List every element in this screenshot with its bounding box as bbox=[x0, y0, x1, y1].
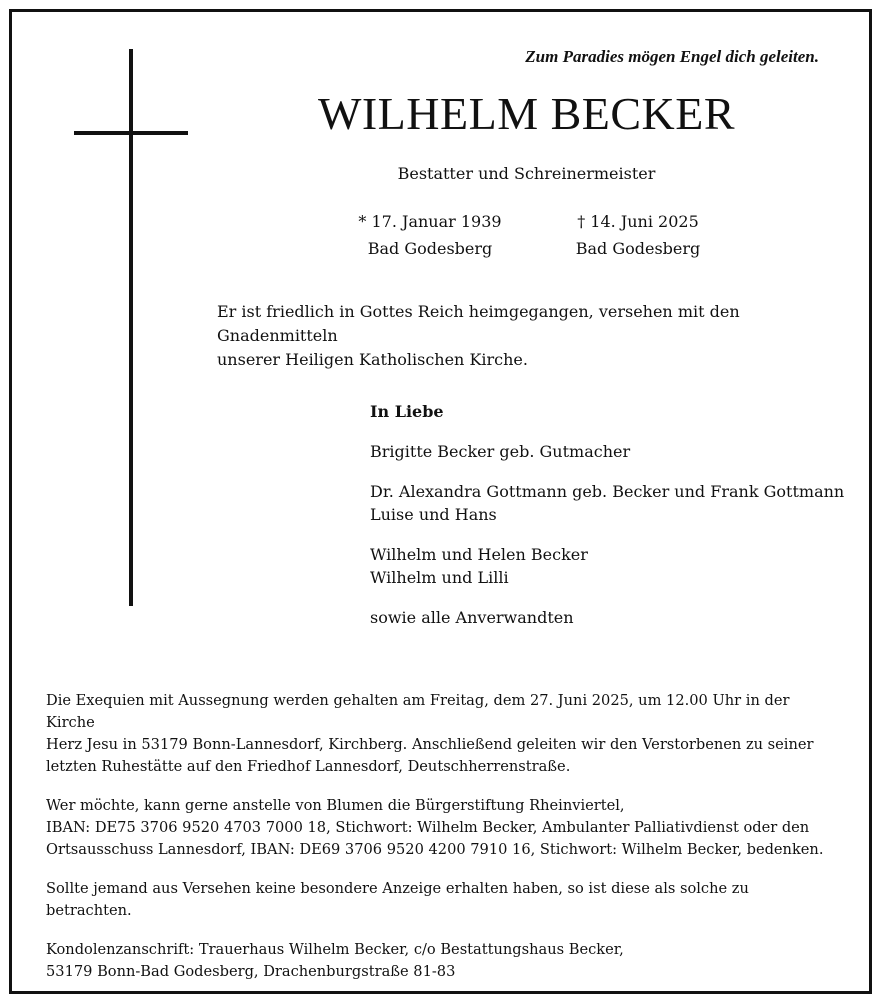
death-symbol: † bbox=[577, 212, 586, 231]
condolence-line: 53179 Bonn-Bad Godesberg, Drachenburgstraße 81-83 bbox=[46, 963, 456, 980]
mourner-line: sowie alle Anverwandten bbox=[370, 608, 574, 627]
notice-line: Sollte jemand aus Versehen keine besondere Anzeige erhalten haben, so ist diese als solche zu bbox=[46, 880, 749, 897]
notice-line: betrachten. bbox=[46, 902, 132, 919]
condolence-paragraph bbox=[46, 939, 836, 983]
mourner-group bbox=[370, 480, 844, 526]
death-block bbox=[528, 212, 748, 266]
statement-line: Er ist friedlich in Gottes Reich heimgegangen, versehen mit den Gnadenmitteln bbox=[217, 302, 740, 345]
birth-place: Bad Godesberg bbox=[367, 239, 493, 258]
mourners-greeting: In Liebe bbox=[370, 402, 444, 421]
death-date: 14. Juni 2025 bbox=[590, 212, 699, 231]
birth-date-line bbox=[320, 212, 540, 231]
death-place: Bad Godesberg bbox=[575, 239, 701, 258]
mourner-line: Luise und Hans bbox=[370, 505, 497, 524]
exequien-line: Die Exequien mit Aussegnung werden gehalten am Freitag, dem 27. Juni 2025, um 12.00 Uhr in der Kirche bbox=[46, 692, 790, 731]
deceased-name: WILHELM BECKER bbox=[317, 88, 736, 139]
mourner-group bbox=[370, 440, 844, 463]
donation-line: IBAN: DE75 3706 9520 4703 7000 18, Stichwort: Wilhelm Becker, Ambulanter Palliativdienst oder den bbox=[46, 819, 810, 836]
statement bbox=[217, 300, 857, 372]
donation-paragraph bbox=[46, 795, 836, 861]
mourner-group bbox=[370, 606, 844, 629]
mourner-line: Wilhelm und Lilli bbox=[370, 568, 509, 587]
statement-line: unserer Heiligen Katholischen Kirche. bbox=[217, 350, 528, 369]
exequien-line: letzten Ruhestätte auf den Friedhof Lannesdorf, Deutschherrenstraße. bbox=[46, 758, 571, 775]
exequien-line: Herz Jesu in 53179 Bonn-Lannesdorf, Kirchberg. Anschließend geleiten wir den Verstorbenen zu seiner bbox=[46, 736, 814, 753]
mourner-line: Brigitte Becker geb. Gutmacher bbox=[370, 442, 631, 461]
birth-block bbox=[320, 212, 540, 266]
mourner-line: Wilhelm und Helen Becker bbox=[370, 545, 588, 564]
death-date-line bbox=[528, 212, 748, 231]
mourners bbox=[370, 400, 844, 646]
birth-symbol: * bbox=[358, 212, 367, 231]
exequien-paragraph bbox=[46, 690, 836, 778]
profession: Bestatter und Schreinermeister bbox=[397, 164, 656, 183]
birth-date: 17. Januar 1939 bbox=[371, 212, 502, 231]
mourner-group bbox=[370, 543, 844, 589]
notice-paragraph bbox=[46, 878, 836, 922]
motto: Zum Paradies mögen Engel dich geleiten. bbox=[525, 47, 819, 66]
donation-line: Ortsausschuss Lannesdorf, IBAN: DE69 3706 9520 4200 7910 16, Stichwort: Wilhelm Becker, bedenken. bbox=[46, 841, 824, 858]
mourner-line: Dr. Alexandra Gottmann geb. Becker und Frank Gottmann bbox=[370, 482, 845, 501]
donation-line: Wer möchte, kann gerne anstelle von Blumen die Bürgerstiftung Rheinviertel, bbox=[46, 797, 625, 814]
service-info bbox=[46, 690, 836, 1000]
condolence-line: Kondolenzanschrift: Trauerhaus Wilhelm Becker, c/o Bestattungshaus Becker, bbox=[46, 941, 624, 958]
